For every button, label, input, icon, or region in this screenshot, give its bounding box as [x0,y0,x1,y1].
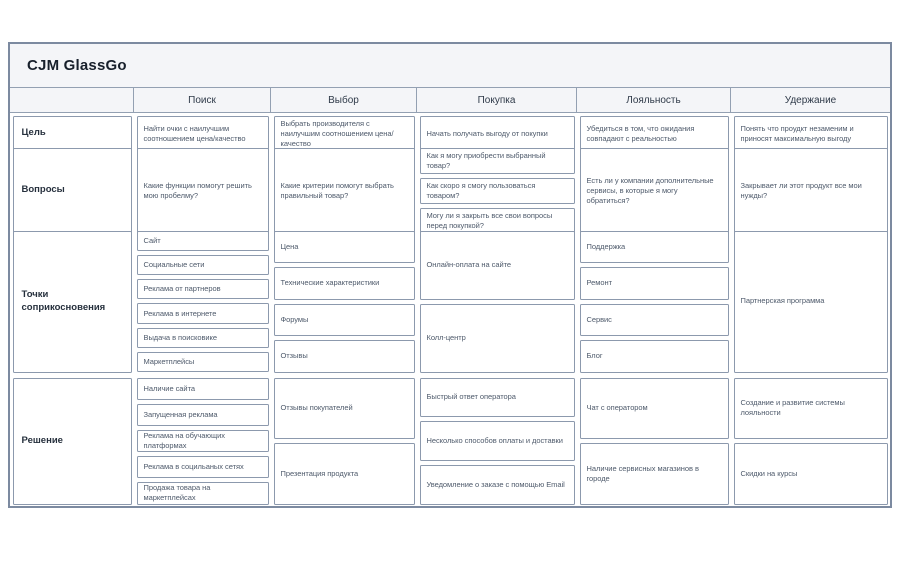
row-touchpoints [10,228,890,375]
row-label-solution: Решение [13,378,132,505]
card-touchpoints-choice-2: Технические характеристики [274,267,415,300]
cell-questions-purchase [417,145,577,237]
card-solution-search-2: Запущенная реклама [137,404,269,426]
card-solution-loyalty-1: Чат с оператором [580,378,729,440]
card-questions-purchase-3: Могу ли я закрыть все свои вопросы перед покупкой? [420,208,575,234]
stage-header-row [10,88,890,113]
cjm-board [8,42,892,508]
cell-solution-loyalty [577,375,731,507]
cell-questions-loyalty [577,145,731,237]
card-goal-purchase: Начать получать выгоду от покупки [420,116,575,152]
card-solution-retention-1: Создание и развитие системы лояльности [734,378,888,440]
cell-touchpoints-choice [271,228,417,375]
row-label-questions: Вопросы [13,148,132,235]
column-header-search: Поиск [134,88,271,112]
card-solution-search-5: Продажа товара на маркетплейсах [137,482,269,504]
card-touchpoints-retention: Партнерская программа [734,231,888,373]
card-questions-purchase-1: Как я могу приобрести выбранный товар? [420,148,575,174]
board-title: CJM GlassGo [27,57,127,74]
row-label-cell-questions [10,145,134,237]
card-goal-choice: Выбрать производителя с наилучшим соотношением цена/качество [274,116,415,152]
card-goal-search: Найти очки с наилучшим соотношением цена/качество [137,116,269,152]
column-header-retention: Удержание [784,94,837,106]
card-touchpoints-loyalty-1: Поддержка [580,231,729,264]
card-touchpoints-search-4: Реклама в интернете [137,303,269,323]
card-questions-loyalty: Есть ли у компании дополнительные сервисы, в которые я могу обратиться? [580,148,729,235]
card-questions-choice: Какие критерии помогут выбрать правильный товар? [274,148,415,235]
cell-touchpoints-purchase [417,228,577,375]
card-solution-search-3: Реклама на обучающих платформах [137,430,269,452]
card-solution-purchase-3: Уведомление о заказе с помощью Email [420,465,575,505]
column-header-loyalty: Лояльность [577,88,731,112]
cell-solution-purchase [417,375,577,507]
column-header-purchase: Покупка [417,88,577,112]
cell-touchpoints-retention [731,228,890,375]
row-goal [10,113,890,148]
row-solution [10,375,890,507]
card-solution-search-4: Реклама в социльаных сетях [137,456,269,478]
card-touchpoints-loyalty-4: Блог [580,340,729,373]
card-touchpoints-loyalty-3: Сервис [580,304,729,337]
card-touchpoints-choice-4: Отзывы [274,340,415,373]
card-touchpoints-search-2: Социальные сети [137,255,269,275]
card-solution-retention-2: Скидки на курсы [734,443,888,505]
card-questions-purchase-2: Как скоро я смогу пользоваться товаром? [420,178,575,204]
card-solution-search-1: Наличие сайта [137,378,269,400]
cell-solution-choice [271,375,417,507]
card-questions-search: Какие функции помогут решить мою пробелму? [137,148,269,235]
cell-questions-search [134,145,271,237]
cell-touchpoints-search [134,228,271,375]
cell-solution-search [134,375,271,507]
row-questions [10,145,890,231]
cell-touchpoints-loyalty [577,228,731,375]
card-touchpoints-search-5: Выдача в поисковике [137,328,269,348]
card-touchpoints-loyalty-2: Ремонт [580,267,729,300]
card-touchpoints-purchase-1: Онлайн-оплата на сайте [420,231,575,300]
card-solution-choice-2: Презентация продукта [274,443,415,505]
card-touchpoints-search-6: Маркетплейсы [137,352,269,372]
row-label-goal: Цель [13,116,132,152]
card-touchpoints-search-3: Реклама от партнеров [137,279,269,299]
card-goal-retention: Понять что проудкт незаменим и приносят максимальную выгоду [734,116,888,152]
card-touchpoints-choice-1: Цена [274,231,415,264]
row-label-cell-touchpoints [10,228,134,375]
title-bar [10,44,890,88]
card-solution-loyalty-2: Наличие сервисных магазинов в городе [580,443,729,505]
card-solution-choice-1: Отзывы покупателей [274,378,415,440]
row-label-cell-solution [10,375,134,507]
card-solution-purchase-2: Несколько способов оплаты и доставки [420,421,575,461]
card-solution-purchase-1: Быстрый ответ оператора [420,378,575,418]
cell-questions-choice [271,145,417,237]
card-touchpoints-purchase-2: Колл-центр [420,304,575,373]
row-label-touchpoints: Точки соприкосновения [13,231,132,373]
column-header-choice: Выбор [271,88,417,112]
card-goal-loyalty: Убедиться в том, что ожидания совпадают с реальностью [580,116,729,152]
card-questions-retention: Закрывает ли этот продукт все мои нужды? [734,148,888,235]
cell-questions-retention [731,145,890,237]
card-touchpoints-search-1: Сайт [137,231,269,251]
card-touchpoints-choice-3: Форумы [274,304,415,337]
cell-solution-retention [731,375,890,507]
column-header-empty [10,88,134,112]
